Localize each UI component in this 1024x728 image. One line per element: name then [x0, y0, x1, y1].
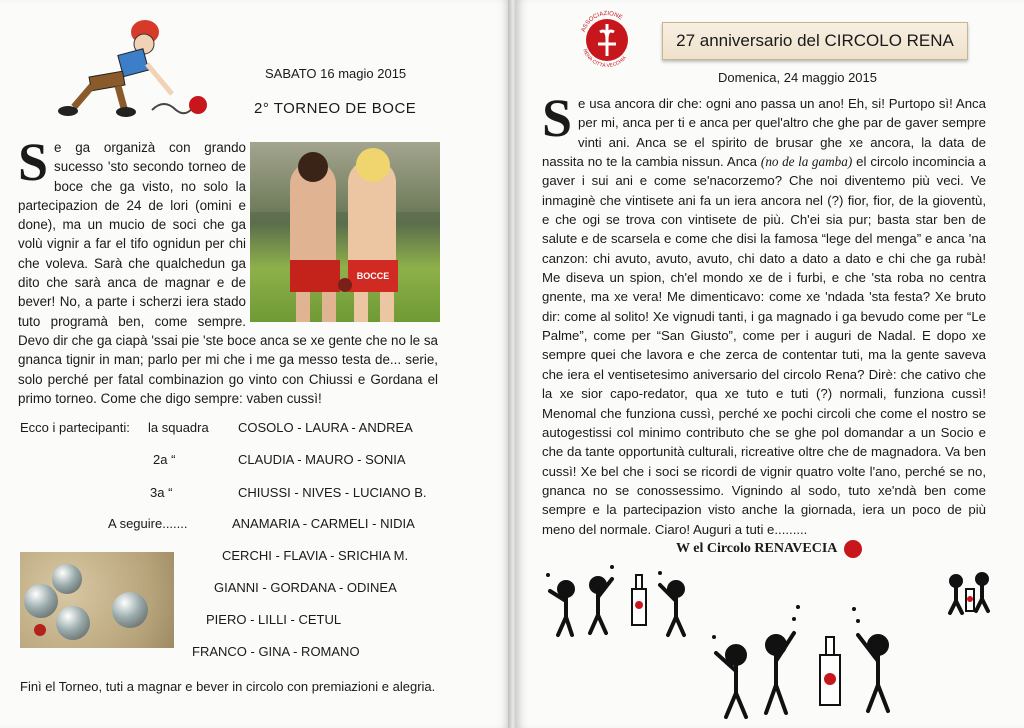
- team-2-label: 2a “: [153, 452, 176, 467]
- tournament-paragraph: e ga organizà con grando sucesso 'sto secondo torneo de boce che ga visto, no solo la partecipazion de 24 de lori (omini e done), ma un mucio de soci che ga volù vignir a far el tifo ognidun per chi che voleva. Sarà che qualchedun ga dito che sarà anca de magnar e de bever! No, a parte i scherzi iera stado tuto programà ben, come sempre. Devo dir che ga ciapà 'ssai pie 'ste boce anca se xe gente che no le sa gnanca tignir in man; parlo per mi che i me ga messo testa de... serie, solo perché per fatal combinazion go vinto con Chiussi e Gordana el primo torneo. Come che digo sempre: vaben cussì!: [18, 140, 438, 406]
- team-8-names: FRANCO - GINA - ROMANO: [192, 644, 360, 659]
- tournament-article: [18, 132, 438, 408]
- dropcap-letter: S: [18, 132, 49, 192]
- rena-association-logo: [576, 8, 638, 72]
- left-page: [0, 0, 510, 728]
- logo-bottom-text: RENA CITTÀ VECCHIA: [581, 48, 628, 70]
- tournament-date: SABATO 16 magio 2015: [265, 66, 407, 81]
- shorts-text: BOCCE: [348, 260, 398, 292]
- team-1-names: COSOLO - LAURA - ANDREA: [238, 420, 413, 435]
- anniversary-paragraph-rest: el circolo incomincia a gaver i sui ani e come se'nacorzemo? Che noi diventemo più veci. Ve inmaginè che vintisete ani fa un iera ancora nel (?) fior, fior, de la gioventù, e che ogi se trova con vintisete de più. Ch'ei sia pur; basta star ben de salute e de scarsela e come che disi la famosa “lege del menga” e anca 'na canzon: chi avuto, avuto, avuto, chi dato a dato a dato e chi che ga rubà! Me diseva un spion, ch'el mondo xe de i furbi, e che 'sta roba no centra gnente, ma xe vera! Me dimenticavo: come xe 'ndada 'sta festa? Xe bruto dir: come al solito! Xe vignudi tanti, i ga magnado i ga bevudo come per “Le Palme”, come per “San Giusto”, come per i auguri de Nadal. E dopo xe sempre quei che lavora e che zerca de contentar tuti, ma la gente saveva che iera el ventisetesimo aniversario del circolo Rena? Dirè: che cativo che la xe sior capo-redator, qua xe tuto e tuti (?) normali, funziona cussì! Menomal che funziona cussì, perché xe pochi circoli che come el nostro se autogestissi col minimo contributo che se ghe pol domandar a un Socio e che da tante opportunità culturali, ricreative oltre che de magnadora. Va ben cussì! Xe bel che i soci se ricordi de vignir quatro volte l'ano, perché se no, gnanca no se conossessimo. Vignindo al sodo, tuto xe'ndà ben come sempre e la partecipazion visto anche la giornada, iera un poco de più meno del normale. Ciaro! Auguri a tuti e.........: [542, 154, 986, 537]
- tournament-closing: Finì el Torneo, tuti a magnar e bever in circolo con premiazioni e alegria.: [20, 679, 436, 694]
- team-3-names: CHIUSSI - NIVES - LUCIANO B.: [238, 485, 427, 500]
- team-7-names: PIERO - LILLI - CETUL: [206, 612, 342, 627]
- slogan-text: W el Circolo RENAVECIA: [676, 541, 837, 557]
- bocce-player-cartoon: [52, 12, 222, 122]
- team-3-label: 3a “: [150, 485, 173, 500]
- logo-top-text: ASSOCIAZIONE: [580, 10, 624, 33]
- team-4-names: ANAMARIA - CARMELI - NIDIA: [232, 516, 415, 531]
- following-label: A seguire.......: [108, 516, 188, 531]
- anniversary-dropcap: S: [542, 88, 573, 148]
- team-6-names: GIANNI - GORDANA - ODINEA: [214, 580, 397, 595]
- right-page: [516, 0, 1024, 728]
- team-2-names: CLAUDIA - MAURO - SONIA: [238, 452, 406, 467]
- anniversary-title: 27 anniversario del CIRCOLO RENA: [676, 31, 954, 50]
- team-1-label: la squadra: [148, 420, 209, 435]
- anniversary-paragraph-start: e usa ancora dir che: ogni ano passa un ano! Eh, si! Purtopo sì! Anca per mi, anca per ti e anca per quel'altro che ghe par de gaver sempre vinti ani. Anca se el spirito de brusar ghe xe ancora, la data de nassita no te la cambia nissun. Anca: [542, 96, 986, 170]
- tournament-title: 2° TORNEO DE BOCE: [254, 100, 417, 117]
- participants-label: Ecco i partecipanti:: [20, 420, 130, 435]
- anniversary-date: Domenica, 24 maggio 2015: [718, 70, 877, 85]
- bocce-balls-photo: [20, 552, 174, 648]
- anniversary-article: [542, 88, 986, 539]
- team-5-names: CERCHI - FLAVIA - SRICHIA M.: [222, 548, 409, 563]
- anniversary-aside: (no de la gamba): [760, 154, 853, 170]
- anniversary-title-banner: [662, 22, 968, 60]
- toasting-figures-illustration: [536, 545, 1006, 725]
